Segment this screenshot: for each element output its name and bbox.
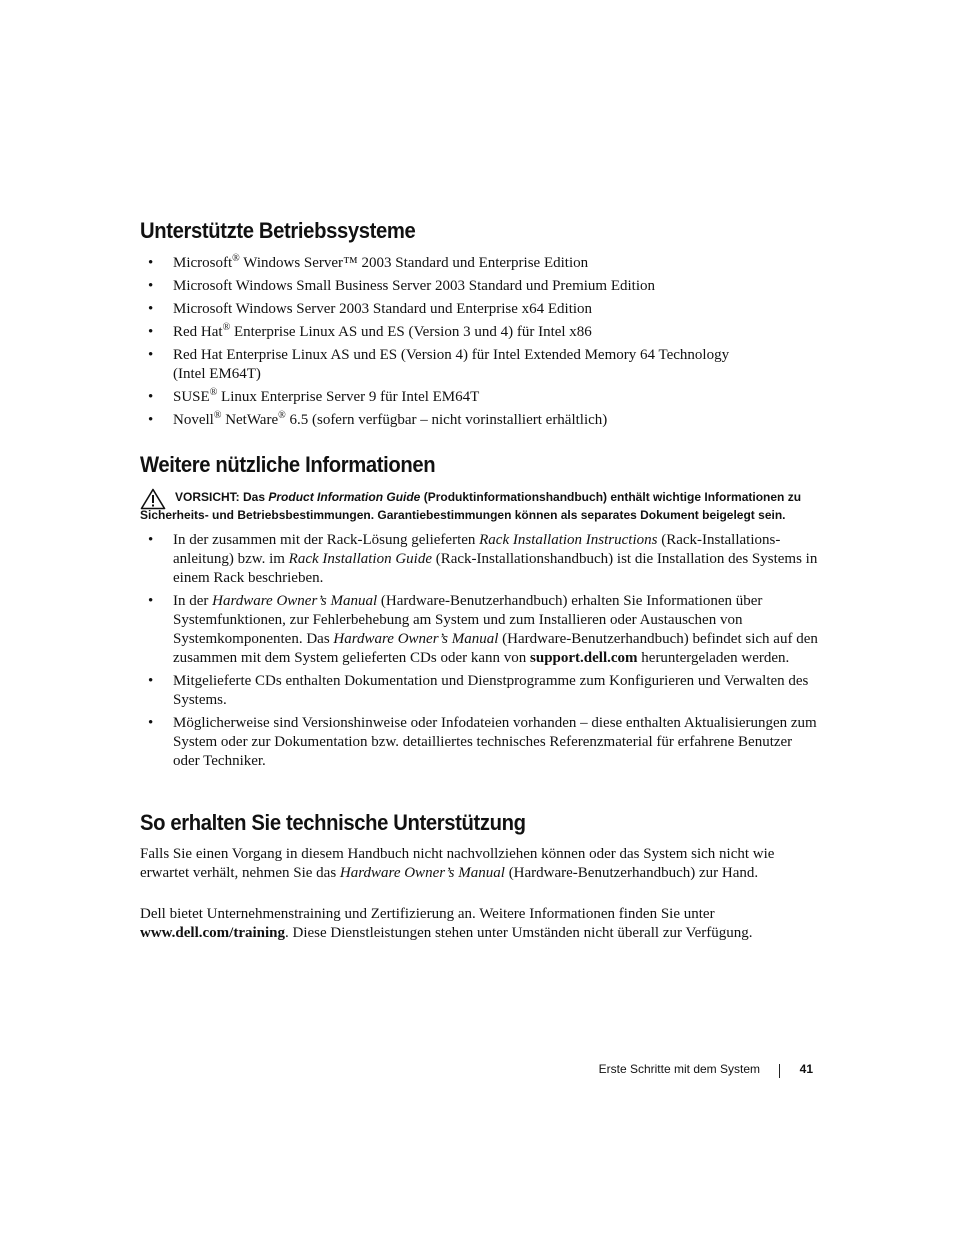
list-item: • Red Hat® Enterprise Linux AS und ES (Version 3 und 4) für Intel x86 [140,323,820,342]
heading-further-info: Weitere nützliche Informationen [140,452,436,477]
support-paragraph-2: Dell bietet Unternehmenstraining und Zertifizierung an. Weitere Informationen finden Sie unter www.dell.com/training. Diese Dienstleistungen stehen unter Umständen nicht überall zur Verfügung. [140,906,753,941]
footer-title: Erste Schritte mit dem System [598,1062,760,1076]
page-number: 41 [799,1062,813,1076]
heading-supported-os: Unterstützte Betriebssysteme [140,218,416,243]
os-list [140,254,820,430]
list-item: • Möglicherweise sind Versionshinweise oder Infodateien vorhanden – diese enthalten Aktualisierungen zum System oder zur Dokumentation bzw. detailliertes technisches Referenzmaterial für erfahrene Benutzer oder Techniker. [140,714,818,771]
info-list [140,531,818,771]
list-item: • SUSE® Linux Enterprise Server 9 für Intel EM64T [140,388,820,407]
warning-triangle-icon [140,488,166,510]
training-link: www.dell.com/training [140,925,285,941]
list-item: • Microsoft Windows Server 2003 Standard und Enterprise x64 Edition [140,300,820,319]
list-item: • In der Hardware Owner’s Manual (Hardware-Benutzerhandbuch) erhalten Sie Informationen über Systemfunktionen, zur Fehlerbehebung am System und zum Installieren oder Austauschen von Systemkomponenten. Das Hardware Owner’s Manual (Hardware-Benutzerhandbuch) befindet sich auf den zusammen mit dem System gelieferten CDs oder kann von support.dell.com heruntergeladen werden. [140,592,818,668]
list-item: • Red Hat Enterprise Linux AS und ES (Version 4) für Intel Extended Memory 64 Technology (Intel EM64T) [140,346,820,384]
support-paragraph-1: Falls Sie einen Vorgang in diesem Handbuch nicht nachvollziehen können oder das System sich nicht wie erwartet verhält, nehmen Sie das Hardware Owner’s Manual (Hardware-Benutzerhandbuch) zur Hand. [140,846,775,881]
page-footer [560,1062,815,1080]
caution-label: VORSICHT: [175,490,240,504]
caution-note: VORSICHT: Das Product Information Guide (Produktinformationshandbuch) enthält wichtige Informationen zu Sicherheits- und Betriebsbestimmungen. Garantiebestimmungen können als separates Dokument beigelegt sein. [140,490,802,522]
list-item: • Novell® NetWare® 6.5 (sofern verfügbar – nicht vorinstalliert erhältlich) [140,411,820,430]
list-item: • Microsoft® Windows Server™ 2003 Standard und Enterprise Edition [140,254,820,273]
list-item: • Mitgelieferte CDs enthalten Dokumentation und Dienstprogramme zum Konfigurieren und Verwalten des Systems. [140,672,818,710]
support-link: support.dell.com [530,650,638,666]
footer-divider [779,1064,780,1078]
heading-tech-support: So erhalten Sie technische Unterstützung [140,810,526,835]
list-item: • Microsoft Windows Small Business Server 2003 Standard und Premium Edition [140,277,820,296]
list-item: • In der zusammen mit der Rack-Lösung gelieferten Rack Installation Instructions (Rack-Installations-anleitung) bzw. im Rack Installation Guide (Rack-Installationshandbuch) ist die Installation des Systems in einem Rack beschrieben. [140,531,818,588]
